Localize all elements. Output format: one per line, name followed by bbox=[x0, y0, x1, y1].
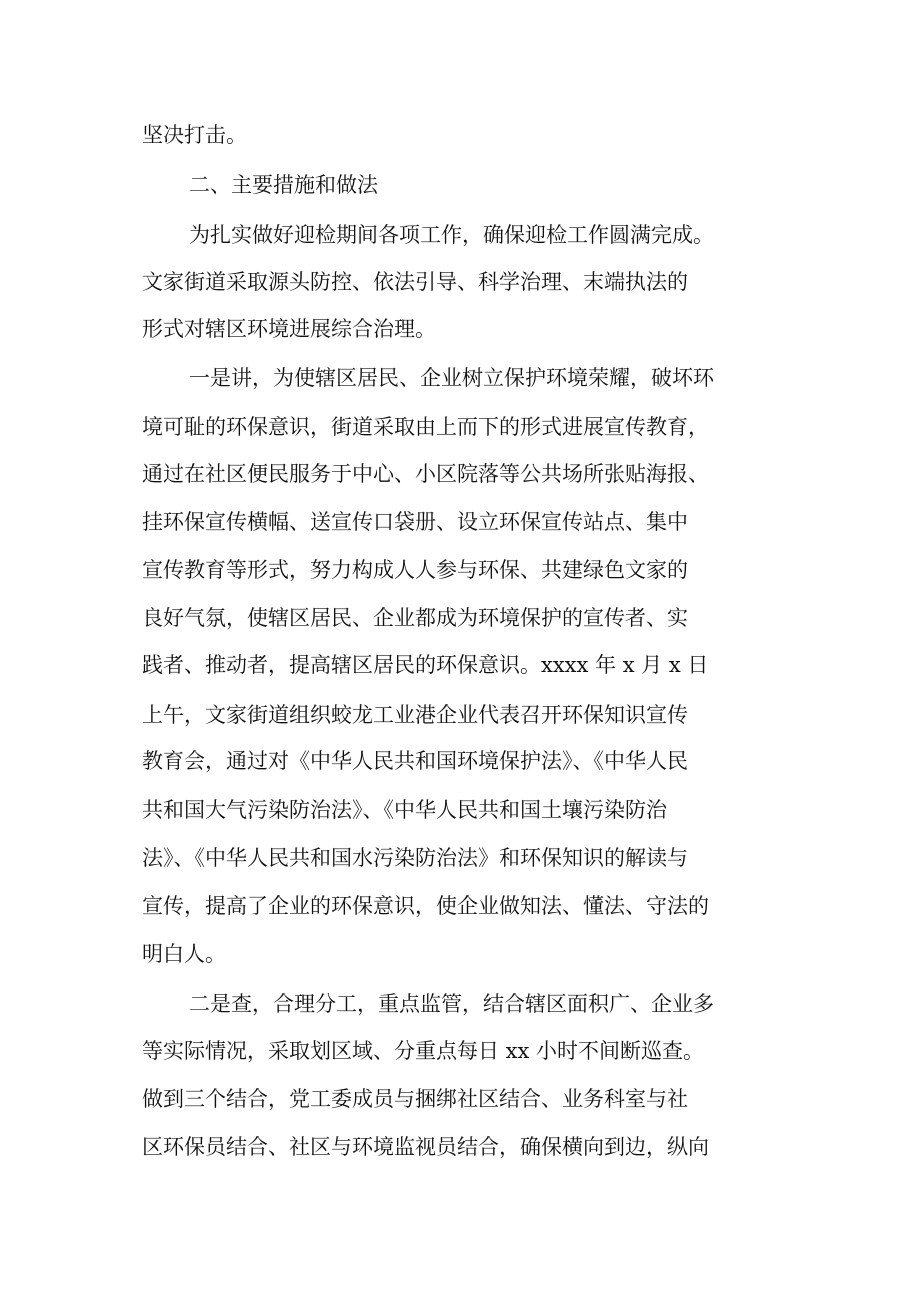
paragraph-line-20: 等实际情况，采取划区域、分重点每日 xx 小时不间断巡查。 bbox=[142, 1039, 705, 1063]
section-heading: 二、主要措施和做法 bbox=[189, 173, 378, 197]
paragraph-line-6: 一是讲，为使辖区居民、企业树立保护环境荣耀，破坏环 bbox=[189, 366, 714, 390]
paragraph-line-22: 区环保员结合、社区与环境监视员结合，确保横向到边，纵向 bbox=[142, 1135, 709, 1159]
paragraph-line-8: 通过在社区便民服务于中心、小区院落等公共场所张贴海报、 bbox=[142, 462, 709, 486]
paragraph-line-17: 宣传，提高了企业的环保意识，使企业做知法、懂法、守法的 bbox=[142, 894, 709, 918]
paragraph-line-7: 境可耻的环保意识，街道采取由上而下的形式进展宣传教育， bbox=[142, 415, 709, 439]
paragraph-line-18: 明白人。 bbox=[142, 942, 226, 966]
paragraph-line-9: 挂环保宣传横幅、送宣传口袋册、设立环保宣传站点、集中 bbox=[142, 510, 688, 534]
paragraph-line-5: 形式对辖区环境进展综合治理。 bbox=[142, 317, 436, 341]
paragraph-line-13: 上午，文家街道组织蛟龙工业港企业代表召开环保知识宣传 bbox=[142, 703, 688, 727]
paragraph-line-12: 践者、推动者，提高辖区居民的环保意识。xxxx 年 x 月 x 日 bbox=[142, 653, 709, 677]
paragraph-line-16: 法》、《中华人民共和国水污染防治法》和环保知识的解读与 bbox=[142, 846, 688, 870]
paragraph-line-21: 做到三个结合，党工委成员与捆绑社区结合、业务科室与社 bbox=[142, 1087, 688, 1111]
paragraph-line-11: 良好气氛，使辖区居民、企业都成为环境保护的宣传者、实 bbox=[142, 606, 688, 630]
paragraph-line-14: 教育会，通过对《中华人民共和国环境保护法》、《中华人民 bbox=[142, 749, 688, 773]
paragraph-line-1: 坚决打击。 bbox=[142, 123, 247, 147]
paragraph-line-15: 共和国大气污染防治法》、《中华人民共和国土壤污染防治 bbox=[142, 798, 667, 822]
paragraph-line-19: 二是查，合理分工，重点监管，结合辖区面积广、企业多 bbox=[189, 992, 714, 1016]
paragraph-line-3: 为扎实做好迎检期间各项工作，确保迎检工作圆满完成。 bbox=[189, 223, 714, 247]
paragraph-line-4: 文家街道采取源头防控、依法引导、科学治理、末端执法的 bbox=[142, 270, 688, 294]
paragraph-line-10: 宣传教育等形式，努力构成人人参与环保、共建绿色文家的 bbox=[142, 558, 688, 582]
